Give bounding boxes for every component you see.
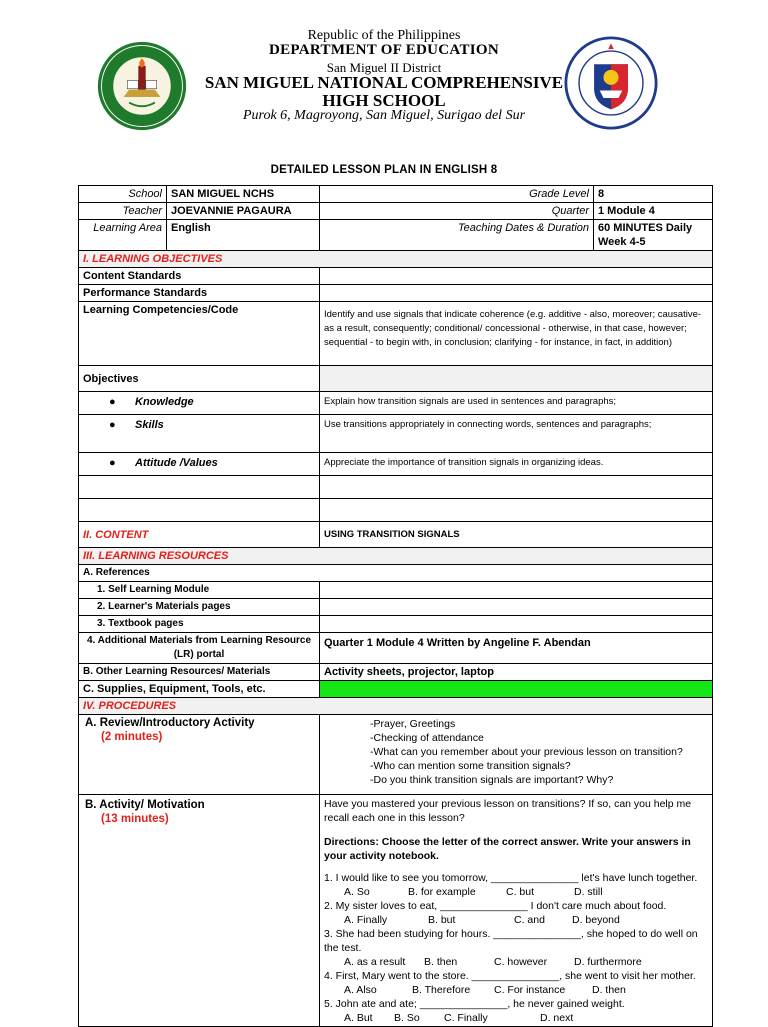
other-resources-value: Activity sheets, projector, laptop [320,664,713,681]
review-time: (2 minutes) [101,731,163,743]
grade-value: 8 [594,186,713,203]
resources-heading-row [79,548,713,565]
motivation-label-cell [79,795,320,1027]
objectives-label: Objectives [79,366,320,392]
choice-b: B. So [394,1012,420,1024]
knowledge-value: Explain how transition signals are used in sentences and paragraphs; [320,392,713,415]
info-row-area [79,220,713,251]
motivation-time: (13 minutes) [101,813,169,825]
review-item: -Prayer, Greetings [370,718,456,730]
resource-2-label: 2. Learner's Materials pages [79,599,320,616]
resource-3-label: 3. Textbook pages [79,616,320,633]
content-standards-value [320,268,713,285]
empty-row-2 [79,499,713,522]
question-item [324,899,708,927]
lesson-plan-table [78,185,713,1027]
empty-row-1 [79,476,713,499]
skills-label: Skills [135,419,164,431]
choice-b: B. for example [408,886,476,898]
choice-a: A. as a result [344,956,406,968]
choice-a: A. Finally [344,914,388,926]
info-row-teacher [79,203,713,220]
motivation-row [79,795,713,1027]
school-label: School [79,186,167,203]
question-choices [324,913,708,927]
skills-value: Use transitions appropriately in connecting words, sentences and paragraphs; [320,415,713,453]
choice-b: B. Therefore [412,984,471,996]
question-item [324,871,708,899]
info-row-school [79,186,713,203]
content-heading: II. CONTENT [79,522,320,548]
grade-label: Grade Level [320,186,594,203]
bullet-icon: ● [109,396,116,408]
document-title: DETAILED LESSON PLAN IN ENGLISH 8 [270,164,498,176]
resource-row-4 [79,633,713,664]
supplies-label: C. Supplies, Equipment, Tools, etc. [79,681,320,698]
question-text: 2. My sister loves to eat, _______________ I don't care much about food. [324,900,667,912]
attitude-label-cell [79,453,320,476]
competencies-label: Learning Competencies/Code [79,302,320,366]
resource-4-value: Quarter 1 Module 4 Written by Angeline F. Abendan [320,633,713,664]
review-label-cell [79,715,320,795]
performance-standards-value [320,285,713,302]
choice-a: A. Also [344,984,377,996]
content-standards-label: Content Standards [79,268,320,285]
resource-row-1 [79,582,713,599]
choice-c: C. Finally [444,1012,488,1024]
objectives-heading: I. LEARNING OBJECTIVES [79,251,713,268]
resource-row-2 [79,599,713,616]
deped-seal-icon [564,36,658,130]
choice-c: C. For instance [494,984,566,996]
objectives-row [79,366,713,392]
review-item: -Who can mention some transition signals? [370,760,571,772]
resource-1-label: 1. Self Learning Module [79,582,320,599]
choice-b: B. but [428,914,456,926]
supplies-value [320,681,713,698]
knowledge-label-cell [79,392,320,415]
objectives-heading-row [79,251,713,268]
resource-4-label: 4. Additional Materials from Learning Resource (LR) portal [79,633,320,664]
question-choices [324,983,708,997]
quarter-value: 1 Module 4 [594,203,713,220]
dates-label: Teaching Dates & Duration [320,220,594,251]
choice-c: C. however [494,956,548,968]
review-item: -What can you remember about your previous lesson on transition? [370,746,683,758]
question-choices [324,1011,708,1025]
skills-label-cell [79,415,320,453]
choice-b: B. then [424,956,458,968]
question-text: 1. I would like to see you tomorrow, _______________ let's have lunch together. [324,872,698,884]
attitude-row [79,453,713,476]
content-row [79,522,713,548]
choice-d: D. then [592,984,626,996]
other-resources-row [79,664,713,681]
area-value: English [167,220,320,251]
attitude-label: Attitude /Values [135,457,218,469]
teacher-label: Teacher [79,203,167,220]
header-school-name: SAN MIGUEL NATIONAL COMPREHENSIVE [204,73,564,92]
header-address: Purok 6, Magroyong, San Miguel, Surigao del Sur [242,108,526,123]
review-label: A. Review/Introductory Activity [85,717,255,729]
references-row [79,565,713,582]
content-standards-row [79,268,713,285]
review-items [320,715,713,795]
teacher-value: JOEVANNIE PAGAURA [167,203,320,220]
choice-a: A. So [344,886,370,898]
resource-row-3 [79,616,713,633]
school-value: SAN MIGUEL NCHS [167,186,320,203]
header-deped: DEPARTMENT OF EDUCATION [269,42,499,58]
knowledge-row [79,392,713,415]
question-list [324,871,708,1025]
question-item [324,927,708,969]
header-district: San Miguel II District [326,60,442,75]
question-item [324,997,708,1025]
question-text: 4. First, Mary went to the store. _______________, she went to visit her mother. [324,970,696,982]
motivation-content [320,795,713,1027]
question-item [324,969,708,997]
motivation-directions: Directions: Choose the letter of the correct answer. Write your answers in your activity notebook. [324,836,691,862]
competencies-row [79,302,713,366]
choice-c: C. and [514,914,545,926]
question-choices [324,885,708,899]
review-item: -Do you think transition signals are important? Why? [370,774,614,786]
performance-standards-label: Performance Standards [79,285,320,302]
choice-c: C. but [506,886,535,898]
resources-heading: III. LEARNING RESOURCES [79,548,713,565]
procedures-heading: IV. PROCEDURES [79,698,713,715]
choice-d: D. still [574,886,603,898]
competencies-value: Identify and use signals that indicate coherence (e.g. additive - also, moreover; causative- as a result, consequently; conditional/ concessional - otherwise, in that case, however; sequential - to begin with, in conclusion; clarifying - for instance, in fact, in addition) [320,302,713,366]
motivation-label: B. Activity/ Motivation [85,799,205,811]
question-text: 3. She had been studying for hours. _______________, she hoped to do well on the test. [324,928,698,954]
skills-row [79,415,713,453]
procedures-heading-row [79,698,713,715]
objectives-value [320,366,713,392]
bullet-icon: ● [109,457,116,469]
header-republic: Republic of the Philippines [307,28,461,43]
performance-standards-row [79,285,713,302]
attitude-value: Appreciate the importance of transition signals in organizing ideas. [320,453,713,476]
dates-value: 60 MINUTES Daily Week 4-5 [594,220,713,251]
references-label: A. References [79,565,713,582]
knowledge-label: Knowledge [135,396,194,408]
question-text: 5. John ate and ate; _______________, he never gained weight. [324,998,625,1010]
choice-a: A. But [344,1012,373,1024]
choice-d: D. furthermore [574,956,642,968]
choice-d: D. next [540,1012,574,1024]
motivation-intro: Have you mastered your previous lesson on transitions? If so, can you help me recall each one in this lesson? [324,798,692,824]
bullet-icon: ● [109,419,116,431]
review-row [79,715,713,795]
choice-d: D. beyond [572,914,620,926]
review-item: -Checking of attendance [370,732,484,744]
quarter-label: Quarter [320,203,594,220]
question-choices [324,955,708,969]
supplies-row [79,681,713,698]
area-label: Learning Area [79,220,167,251]
content-value: USING TRANSITION SIGNALS [320,522,713,548]
header-school-type: HIGH SCHOOL [322,91,446,110]
other-resources-label: B. Other Learning Resources/ Materials [79,664,320,681]
school-seal-icon [96,40,188,132]
